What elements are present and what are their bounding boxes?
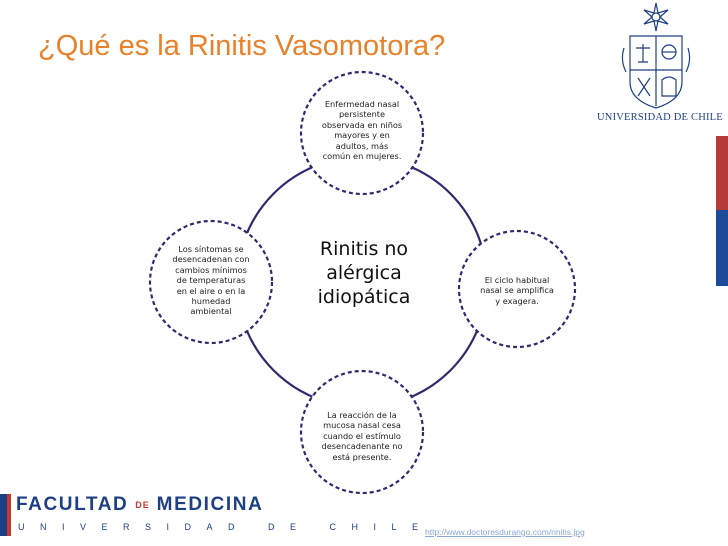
node-line: mayores y en (334, 130, 390, 141)
faculty-name-part2: MEDICINA (156, 494, 264, 515)
node-line: El ciclo habitual (484, 275, 550, 285)
node-line: mucosa nasal cesa (323, 420, 401, 431)
left-node-text (156, 244, 266, 317)
faculty-name (16, 494, 263, 516)
node-line: está presente. (332, 451, 392, 462)
accent-bar-red (716, 136, 728, 210)
node-line: adultos, más (335, 140, 389, 151)
accent-bar-blue (716, 210, 728, 286)
center-label-line: Rinitis no (319, 238, 409, 260)
node-line: observada en niños (321, 119, 403, 130)
center-label-line: alérgica (326, 262, 402, 284)
bottom-node-text (304, 410, 420, 462)
node-line: desencadenan con (172, 254, 250, 265)
node-line: nasal se amplifica (480, 285, 554, 296)
source-link[interactable]: http://www.doctoresdurango.com/rinitis.jpg (425, 527, 585, 537)
node-line: La reacción de la (327, 410, 397, 420)
node-line: Enfermedad nasal (324, 99, 400, 109)
node-line: ambiental (190, 306, 232, 317)
top-node-text (304, 99, 420, 161)
faculty-logo-bar-accent (7, 494, 11, 536)
faculty-subtitle: UNIVERSIDAD DE CHILE (18, 522, 434, 532)
node-line: cambios mínimos (175, 264, 247, 275)
university-name: UNIVERSIDAD DE CHILE (597, 112, 723, 123)
faculty-logo-bar (0, 494, 7, 536)
faculty-name-part1: FACULTAD (16, 494, 129, 515)
node-line: humedad (191, 296, 231, 307)
faculty-name-de: DE (135, 499, 150, 510)
center-label (274, 237, 454, 309)
node-line: en el aire o en la (176, 285, 246, 296)
node-line: cuando el estímulo (323, 430, 401, 441)
center-label-line: idiopática (317, 286, 411, 308)
node-line: Los síntomas se (178, 244, 244, 254)
slide-title: ¿Qué es la Rinitis Vasomotora? (38, 30, 446, 62)
node-line: común en mujeres. (322, 151, 402, 162)
node-line: y exagera. (495, 295, 539, 306)
node-line: desencadenante no (321, 441, 403, 452)
node-line: de temperaturas (176, 275, 246, 286)
right-node-text (464, 275, 570, 306)
node-line: persistente (338, 109, 386, 120)
university-seal-icon (620, 0, 692, 112)
